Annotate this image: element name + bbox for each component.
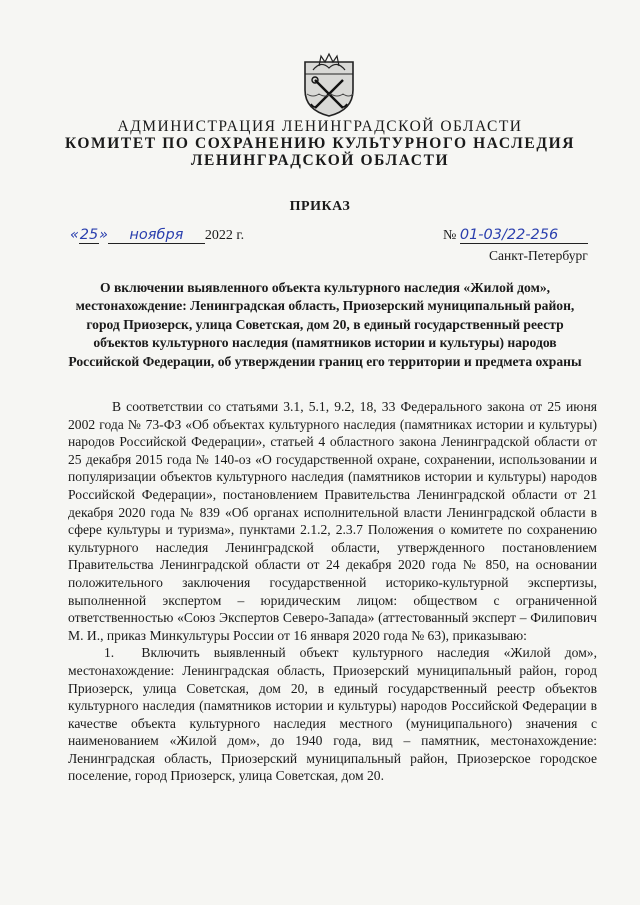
document-title: О включении выявленного объекта культурного наследия «Жилой дом», местонахождение: Ленинградская область, Приозерский муниципальный район, город Приозерск, улица Советская, дом 20, в единый государственный реестр объектов культурного наследия (памятников истории и культуры) народов Российской Федерации, об утверждении границ его территории и предмета охраны [68, 280, 582, 369]
agency-line-2: КОМИТЕТ ПО СОХРАНЕНИЮ КУЛЬТУРНОГО НАСЛЕДИЯ [64, 135, 576, 152]
number-value: 01-03/22-256 [460, 227, 588, 244]
clause-1: 1. Включить выявленный объект культурного наследия «Жилой дом», местонахождение: Ленинградская область, Приозерский муниципальный район, город Приозерск, улица Советская, дом 20, в единый государственный реестр объектов культурного наследия (памятников истории и культуры) народов Российской Федерации в качестве объекта культурного наследия местного (муниципального) значения с наименованием «Жилой дом», до 1940 года, вид – памятник, местонахождение: Ленинградская область, Приозерский муниципальный район, Приозерское городское поселение, город Приозерск, улица Советская, дом 20. [68, 645, 597, 784]
number-prefix: № [443, 228, 457, 243]
date-year: 2022 г. [204, 228, 245, 243]
agency-line-3: ЛЕНИНГРАДСКОЙ ОБЛАСТИ [190, 152, 450, 169]
coat-of-arms-icon [299, 52, 359, 118]
date-day: 25 [79, 227, 99, 243]
preamble-paragraph: В соответствии со статьями 3.1, 5.1, 9.2, 18, 33 Федерального закона от 25 июня 2002 года № 73-ФЗ «Об объектах культурного наследия (памятниках истории и культуры) народов Российской Федерации», статьей 4 областного закона Ленинградской области от 25 декабря 2015 года № 140-оз «О государственной охране, сохранении, использовании и популяризации объектов культурного наследия (памятников истории и культуры) народов Российской Федерации», постановлением Правительства Ленинградской области от 21 декабря 2020 года № 839 «Об органах исполнительной власти Ленинградской области в сфере культуры и туризма», пунктами 2.1.2, 2.3.7 Положения о комитете по сохранению культурного наследия Ленинградской области, утвержденного постановлением Правительства Ленинградской области от 24 декабря 2020 года № 850, на основании положительного заключения государственной историко-культурной экспертизы, выполненной экспертом – юридическим лицом: обществом с ограниченной ответственностью «Союз Экспертов Северо-Запада» (аттестованный эксперт – Филипович М. И., приказ Минкультуры России от 16 января 2020 года № 63), приказываю: [68, 399, 597, 643]
document-body [68, 398, 597, 785]
city: Санкт-Петербург [489, 248, 588, 263]
agency-line-1: АДМИНИСТРАЦИЯ ЛЕНИНГРАДСКОЙ ОБЛАСТИ [117, 118, 523, 135]
date-open-quote: « [70, 227, 79, 243]
order-number [443, 227, 588, 244]
order-title: ПРИКАЗ [289, 199, 351, 214]
date-close-quote: » [98, 227, 108, 243]
order-date [70, 227, 244, 244]
date-month: ноября [108, 227, 205, 244]
